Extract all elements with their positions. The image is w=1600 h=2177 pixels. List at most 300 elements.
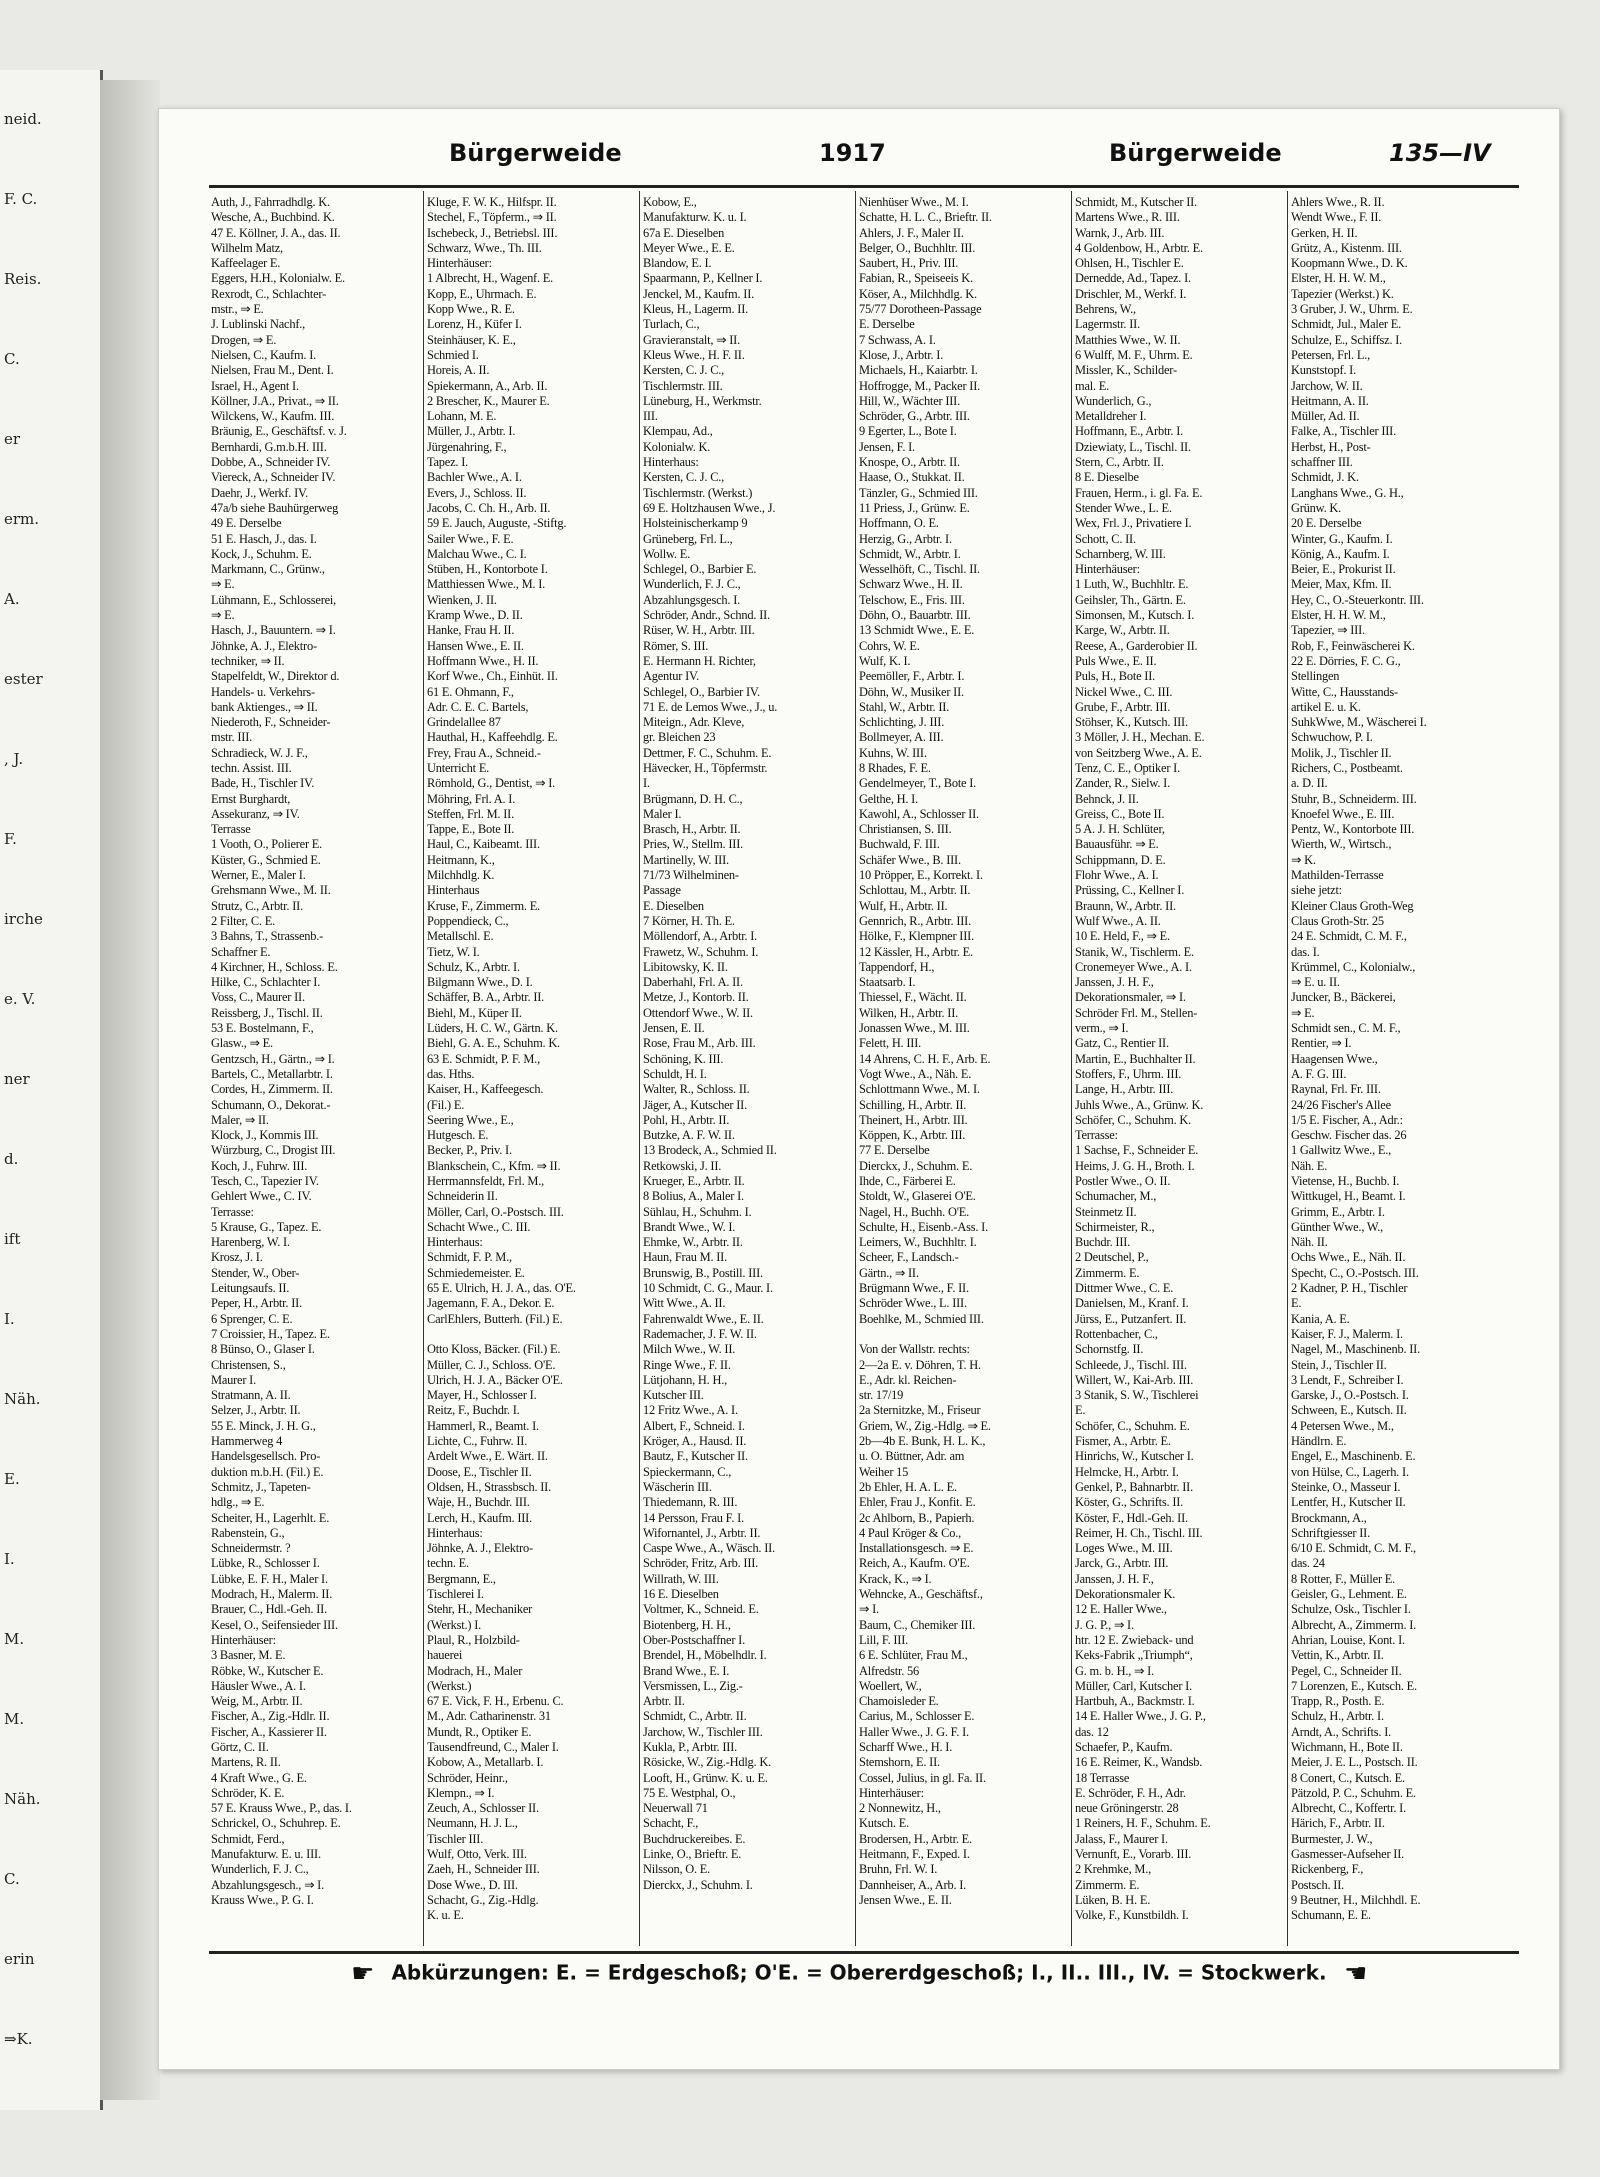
directory-entry: Albrecht, C., Koffertr. I. [1291,1801,1407,1816]
previous-page-fragment: I. [4,1310,15,1328]
directory-entry: 8 Rotter, F., Müller E. [1291,1571,1396,1586]
directory-entry: 22 E. Dörries, F. C. G., [1291,653,1401,668]
directory-entry: Hävecker, H., Töpfermstr. [643,760,768,775]
directory-entry: Schulze, E., Schiffsz. I. [1291,332,1403,347]
directory-entry: Rexrodt, C., Schlachter- [211,286,327,301]
directory-entry: Passage [643,883,681,898]
directory-entry: Schornstfg. II. [1075,1342,1144,1357]
directory-entry: Helmcke, H., Arbtr. I. [1075,1464,1179,1479]
directory-entry: Ottendorf Wwe., W. II. [643,1005,753,1020]
directory-entry: Jensen, E. II. [643,1021,705,1036]
directory-entry: Lichte, C., Fuhrw. II. [427,1434,528,1449]
directory-entry: Danielsen, M., Kranf. I. [1075,1296,1189,1311]
directory-entry: Wollw. E. [643,546,690,561]
directory-entry: Cossel, Julius, in gl. Fa. II. [859,1770,986,1785]
directory-entry: Buchdruckereibes. E. [643,1831,746,1846]
directory-entry: Schlegel, O., Barbier IV. [643,684,760,699]
directory-entry: 20 E. Derselbe [1291,516,1362,531]
directory-entry: E. [1075,1403,1086,1418]
directory-entry: E., Adr. kl. Reichen- [859,1372,957,1387]
directory-entry: Molik, J., Tischler II. [1291,745,1392,760]
previous-page-fragment: erin [4,1950,35,1968]
directory-entry: Handelsgesellsch. Pro- [211,1449,321,1464]
directory-entry: Wesselhöft, C., Tischl. II. [859,562,980,577]
directory-entry: Martens Wwe., R. III. [1075,210,1180,225]
directory-entry: Bräunig, E., Geschäftsf. v. J. [211,424,347,439]
directory-entry: Brendel, H., Möbelhdlr. I. [643,1648,767,1663]
directory-entry: Vogt Wwe., A., Näh. E. [859,1066,972,1081]
directory-entry: Köppen, K., Arbtr. III. [859,1128,966,1143]
directory-entry: Schöfer, C., Schuhm. K. [1075,1112,1192,1127]
directory-entry: Kruse, F., Zimmerm. E. [427,898,540,913]
directory-entry: Rentier, ⇒ I. [1291,1036,1352,1051]
directory-entry: Nagel, H., Buchh. O'E. [859,1204,970,1219]
directory-entry: Wunderlich, F. J. C., [643,577,741,592]
directory-entry: Ihde, C., Färberei E. [859,1174,956,1188]
directory-entry: 7 Lorenzen, E., Kutsch. E. [1291,1678,1417,1693]
directory-entry: Brügmann, D. H. C., [643,791,743,806]
directory-entry: Carius, M., Schlosser E. [859,1709,975,1724]
directory-entry: 2b—4b E. Bunk, H. L. K., [859,1434,986,1449]
directory-entry: Harenberg, W. I. [211,1235,290,1250]
directory-entry: Möhring, Frl. A. I. [427,791,516,806]
previous-page-fragment: E. [4,1470,20,1488]
directory-entry: Boehlke, M., Schmied III. [859,1311,984,1326]
directory-entry: Klempau, Ad., [643,424,713,439]
directory-entry: Näh. E. [1291,1158,1328,1173]
directory-entry: Michaels, H., Kaiarbtr. I. [859,363,978,378]
previous-page-fragment: Näh. [4,1790,41,1808]
directory-entry: Terrasse: [1075,1128,1118,1143]
directory-entry: techn. Assist. III. [211,760,292,775]
directory-entry: Genkel, P., Bahnarbtr. II. [1075,1479,1193,1494]
directory-entry: Ernst Burghardt, [211,791,291,806]
directory-entry: Brasch, H., Arbtr. II. [643,822,741,837]
previous-page-fragment: neid. [4,110,42,128]
previous-page-fragment: F. C. [4,190,38,208]
directory-entry: Nielsen, C., Kaufm. I. [211,347,317,362]
directory-entry: 2b Ehler, H. A. L. E. [859,1479,957,1494]
directory-entry: Kawohl, A., Schlosser II. [859,806,979,821]
directory-entry: 2 Nonnewitz, H., [859,1801,941,1816]
previous-page-fragment: ift [4,1230,21,1248]
directory-entry: Elster, H. H. W. M., [1291,271,1386,286]
directory-entry: Witte, C., Hausstands- [1291,684,1398,699]
directory-entry: Schröder, Fritz, Arb. III. [643,1556,759,1571]
directory-entry: M., Adr. Catharinenstr. 31 [427,1709,551,1724]
directory-entry: Schween, E., Kutsch. II. [1291,1403,1407,1418]
directory-entry: Wulf, K. I. [859,653,911,668]
directory-entry: Ischebeck, J., Betriebsl. III. [427,225,558,240]
directory-entry: Horeis, A. II. [427,363,490,378]
directory-entry: 13 Brodeck, A., Schmied II. [643,1143,777,1158]
directory-entry: Heitmann, F., Exped. I. [859,1847,970,1862]
directory-entry: 8 Bolius, A., Maler I. [643,1189,744,1204]
directory-entry: Hill, W., Wächter III. [859,393,961,408]
previous-page-fragment: Reis. [4,270,42,288]
directory-entry: Mathilden-Terrasse [1291,868,1384,883]
directory-entry: Ehler, Frau J., Konfit. E. [859,1495,976,1510]
directory-entry: Dekorationsmaler, ⇒ I. [1075,990,1186,1005]
directory-entry: Gärtn., ⇒ II. [859,1265,919,1280]
directory-entry: 2 Kadner, P. H., Tischler [1291,1281,1408,1296]
directory-entry: Frauen, Herm., i. gl. Fa. E. [1075,485,1203,500]
directory-entry: Keks-Fabrik „Triumph“, [1075,1648,1193,1663]
directory-entry: Engel, E., Maschinenb. E. [1291,1449,1416,1464]
directory-entry: Günther Wwe., W., [1291,1219,1384,1234]
previous-page-fragment: A. [4,590,20,608]
directory-entry: Stoffers, F., Uhrm. III. [1075,1066,1182,1081]
directory-entry: Reitz, F., Buchdr. I. [427,1403,520,1418]
directory-entry: Selzer, J., Arbtr. II. [211,1403,301,1418]
page-header [159,139,1559,179]
directory-entry: Tappendorf, H., [859,959,935,974]
directory-entry: Herzig, G., Arbtr. I. [859,531,952,546]
directory-entry: Matthiessen Wwe., M. I. [427,577,546,592]
directory-entry: gr. Bleichen 23 [643,730,716,745]
directory-entry: Willrath, W. III. [643,1571,719,1586]
directory-entry: Wierth, W., Wirtsch., [1291,837,1392,852]
directory-entry: Kaffeelager E. [211,256,281,271]
directory-entry: hdlg., ⇒ E. [211,1495,265,1510]
abbreviations-text: E. = Erdgeschoß; O'E. = Obererdgeschoß; I., II.. III., IV. = Stockwerk. [555,1960,1327,1985]
directory-entry: Schatte, H. L. C., Brieftr. II. [859,210,992,225]
directory-entry: Lüken, B. H. E. [1075,1892,1151,1907]
directory-entry: Saubert, H., Priv. III. [859,256,959,271]
directory-entry: Chamoisleder E. [859,1694,939,1709]
directory-entry: Tapezier (Werkst.) K. [1291,286,1394,301]
directory-entry: Alfredstr. 56 [859,1663,920,1678]
directory-entry: Schröder Wwe., L. III. [859,1296,967,1311]
directory-entry: Küster, G., Schmied E. [211,852,321,867]
directory-entry: 12 Kässler, H., Arbtr. E. [859,944,973,959]
directory-entry: Telschow, E., Fris. III. [859,592,965,607]
directory-entry: Loges Wwe., M. III. [1075,1541,1173,1556]
directory-entry: Daehr, J., Werkf. IV. [211,485,309,500]
directory-entry: Schröder, Heinr., [427,1770,508,1785]
directory-entry: Rabenstein, G., [211,1525,285,1540]
directory-entry: 71/73 Wilhelminen- [643,868,739,883]
directory-entry: Brauer, C., Hdl.-Geh. II. [211,1602,327,1617]
directory-entry: Unterricht E. [427,760,490,775]
directory-entry: Spieckermann, C., [643,1464,732,1479]
directory-entry: Warnk, J., Arb. III. [1075,225,1165,240]
directory-entry: 51 E. Hasch, J., das. I. [211,531,317,546]
directory-entry [859,1327,1069,1342]
directory-entry: Butzke, A. F. W. II. [643,1128,735,1143]
directory-entry: Schwarz, Wwe., Th. III. [427,240,542,255]
directory-entry: Wulf, Otto, Verk. III. [427,1847,527,1862]
directory-entry: Härich, F., Arbtr. II. [1291,1816,1385,1831]
directory-entry: Kramp Wwe., D. II. [427,608,523,623]
directory-entry: schaffner III. [1291,455,1353,470]
directory-entry: Schippmann, D. E. [1075,852,1166,867]
directory-entry: Sailer Wwe., F. E. [427,531,514,546]
directory-entry: Kersten, C. J. C., [643,363,725,378]
directory-entry: Jarchow, W., Tischler III. [643,1724,763,1739]
directory-entry: Schlegel, O., Barbier E. [643,562,757,577]
directory-entry: Voltmer, K., Schneid. E. [643,1602,759,1617]
directory-entry: 75 E. Westphal, O., [643,1785,736,1800]
directory-entry: Assekuranz, ⇒ IV. [211,806,300,821]
directory-entry: 59 E. Jauch, Auguste, -Stiftg. [427,516,567,531]
directory-entry: Dziewiaty, L., Tischl. II. [1075,439,1191,454]
directory-entry: Weig, M., Arbtr. II. [211,1694,303,1709]
directory-entry: Tenz, C. E., Optiker I. [1075,760,1180,775]
directory-column-4 [859,195,1069,1908]
directory-entry: Vettin, K., Arbtr. II. [1291,1648,1384,1663]
directory-entry: Brockmann, A., [1291,1510,1367,1525]
directory-entry: Tischlermstr. (Werkst.) [643,485,753,500]
directory-entry: Händlrn. E. [1291,1434,1347,1449]
directory-entry: Retkowski, J. II. [643,1158,722,1173]
directory-entry: mal. E. [1075,378,1110,393]
directory-entry: Oldsen, H., Strassbsch. II. [427,1479,551,1494]
directory-entry: 9 Egerter, L., Bote I. [859,424,957,439]
directory-entry: 7 Körner, H. Th. E. [643,913,735,928]
directory-entry: Niederoth, F., Schneider- [211,715,331,730]
directory-entry: Buchdr. III. [1075,1235,1131,1250]
directory-entry: Sühlau, H., Schuhm. I. [643,1204,752,1219]
directory-entry: Reissberg, J., Tischl. II. [211,1005,323,1020]
directory-entry: Schwuchow, P. I. [1291,730,1373,745]
directory-entry: 1 Albrecht, H., Wagenf. E. [427,271,554,286]
directory-entry: Schröder, Andr., Schnd. II. [643,608,770,623]
directory-entry: Buchwald, F. III. [859,837,940,852]
previous-page-edge [0,70,103,2110]
directory-entry: Bergmann, E., [427,1571,496,1586]
directory-entry: Cordes, H., Zimmerm. II. [211,1082,333,1097]
directory-entry: 16 E. Reimer, K., Wandsb. [1075,1755,1203,1770]
directory-entry: Schröder, G., Arbtr. III. [859,409,970,424]
directory-entry: Grütz, A., Kistenm. III. [1291,240,1402,255]
directory-entry: Geschw. Fischer das. 26 [1291,1128,1407,1143]
directory-entry: Libitowsky, K. II. [643,959,728,974]
directory-entry: Hinterhaus: [427,1525,483,1540]
directory-entry: das. 12 [1075,1724,1109,1739]
directory-entry: Cronemeyer Wwe., A. I. [1075,959,1192,974]
directory-entry: Zimmerm. E. [1075,1265,1140,1280]
directory-entry: Kukla, P., Arbtr. III. [643,1739,738,1754]
directory-entry: techn. E. [427,1556,469,1571]
directory-entry: Heitmann, K., [427,852,495,867]
directory-entry: Nagel, M., Maschinenb. II. [1291,1342,1420,1357]
directory-entry: Looft, H., Grünw. K. u. E. [643,1770,768,1785]
directory-entry: Lütjohann, H. H., [643,1372,728,1387]
directory-entry: Bauausführ. ⇒ E. [1075,837,1159,852]
directory-entry: Janssen, J. H. F., [1075,1571,1154,1586]
directory-entry: Specht, C., O.-Postsch. III. [1291,1265,1419,1280]
directory-entry: Belger, O., Buchhltr. III. [859,240,976,255]
directory-entry: Steinke, O., Masseur I. [1291,1479,1401,1494]
directory-entry: Albrecht, A., Zimmerm. I. [1291,1617,1417,1632]
directory-entry: Dettmer, F. C., Schuhm. E. [643,745,772,760]
directory-entry: Bilgmann Wwe., D. I. [427,975,533,990]
directory-entry: Schmidt sen., C. M. F., [1291,1021,1401,1036]
directory-entry: 53 E. Bostelmann, F., [211,1021,314,1036]
directory-entry: Jäger, A., Kutscher II. [643,1097,747,1112]
directory-entry: Krosz, J. I. [211,1250,263,1265]
directory-entry: Gentzsch, H., Gärtn., ⇒ I. [211,1051,335,1066]
directory-entry: Werner, E., Maler I. [211,868,306,883]
directory-entry: ⇒ E. u. II. [1291,975,1340,990]
page-reference: 135—IV [1389,139,1491,167]
directory-entry: G. m. b. H., ⇒ I. [1075,1663,1154,1678]
directory-entry: Döhn, W., Musiker II. [859,684,964,699]
directory-entry: Hammerweg 4 [211,1434,283,1449]
directory-entry: Pegel, C., Schneider II. [1291,1663,1402,1678]
directory-entry: Rüser, W. H., Arbtr. III. [643,623,755,638]
directory-entry: Voss, C., Maurer II. [211,990,305,1005]
directory-entry: 63 E. Schmidt, P. F. M., [427,1051,540,1066]
directory-entry: Strutz, C., Arbtr. II. [211,898,303,913]
directory-entry: E. Schröder, F. H., Adr. [1075,1785,1186,1800]
directory-entry: Kopp, E., Uhrmach. E. [427,286,537,301]
directory-entry: Kutscher III. [643,1388,704,1403]
directory-entry: das. 24 [1291,1556,1325,1571]
directory-entry: Wienken, J. II. [427,592,497,607]
directory-entry: Knoefel Wwe., E. III. [1291,806,1395,821]
directory-entry: bank Aktienges., ⇒ II. [211,699,318,714]
directory-entry: Pries, W., Stellm. III. [643,837,744,852]
directory-entry: Möller, Carl, O.-Postsch. III. [427,1204,564,1219]
directory-entry: Grehsmann Wwe., M. II. [211,883,331,898]
directory-entry: 4 Paul Kröger & Co., [859,1525,961,1540]
directory-entry: Kopp Wwe., R. E. [427,302,515,317]
directory-entry: Postler Wwe., O. II. [1075,1174,1171,1188]
directory-entry: Geihsler, Th., Gärtn. E. [1075,592,1186,607]
directory-entry: Kock, J., Schuhm. E. [211,546,312,561]
header-rule [209,185,1519,188]
directory-entry: Baum, C., Chemiker III. [859,1617,976,1632]
directory-column-2 [427,195,637,1924]
directory-entry: Stender, W., Ober- [211,1265,300,1280]
directory-entry: Willert, W., Kai-Arb. III. [1075,1372,1194,1387]
directory-entry: 2 Krehmke, M., [1075,1862,1152,1877]
column-divider [639,191,640,1946]
directory-entry: Klose, J., Arbtr. I. [859,347,944,362]
directory-entry: Walter, R., Schloss. II. [643,1082,750,1097]
directory-entry: Koopmann Wwe., D. K. [1291,256,1408,271]
directory-entry: Brand Wwe., E. I. [643,1663,730,1678]
directory-entry: CarlEhlers, Butterh. (Fil.) E. [427,1311,563,1326]
directory-entry: 2 Filter, C. E. [211,913,275,928]
directory-entry: a. D. II. [1291,776,1328,791]
directory-entry: Ringe Wwe., F. II. [643,1357,731,1372]
previous-page-fragment: d. [4,1150,19,1168]
directory-entry: Kania, A. E. [1291,1311,1350,1326]
directory-entry: 49 E. Derselbe [211,516,282,531]
directory-entry: Spaarmann, P., Kellner I. [643,271,763,286]
directory-entry: Jöhnke, A. J., Elektro- [211,638,317,653]
directory-entry: Steffen, Frl. M. II. [427,806,514,821]
directory-entry: (Werkst.) I. [427,1617,482,1632]
directory-entry: Lill, F. III. [859,1632,909,1647]
directory-entry: E. Hermann H. Richter, [643,653,756,668]
directory-entry: 5 A. J. H. Schlüter, [1075,822,1165,837]
directory-entry: 3 Möller, J. H., Mechan. E. [1075,730,1205,745]
directory-entry: hauerei [427,1648,463,1663]
directory-entry: Blandow, E. I. [643,256,712,271]
directory-entry: Scheer, F., Landsch.- [859,1250,959,1265]
directory-entry: Schumann, O., Dekorat.- [211,1097,331,1112]
directory-entry: 55 E. Minck, J. H. G., [211,1418,316,1433]
directory-entry: Janssen, J. H. F., [1075,975,1154,990]
directory-entry: Brandt Wwe., W. I. [643,1219,736,1234]
directory-entry: Daberhahl, Frl. A. II. [643,975,743,990]
directory-entry: Claus Groth-Str. 25 [1291,913,1384,928]
directory-entry: 4 Kraft Wwe., G. E. [211,1770,307,1785]
directory-entry: Kersten, C. J. C., [643,470,725,485]
directory-entry: 7 Schwass, A. I. [859,332,936,347]
directory-entry: techniker, ⇒ II. [211,653,285,668]
directory-entry: von Seitzberg Wwe., A. E. [1075,745,1202,760]
directory-entry: Jürss, E., Putzanfert. II. [1075,1311,1187,1326]
directory-entry: Winter, G., Kaufm. I. [1291,531,1393,546]
directory-entry: Ochs Wwe., E., Näh. II. [1291,1250,1406,1265]
directory-entry: Richers, C., Postbeamt. [1291,760,1403,775]
directory-entry: Manufakturw. K. u. I. [643,210,747,225]
directory-entry: 8 Conert, C., Kutsch. E. [1291,1770,1405,1785]
directory-entry: Kuhns, W. III. [859,745,927,760]
directory-entry: 10 Schmidt, C. G., Maur. I. [643,1281,773,1296]
directory-entry: Herrmannsfeldt, Frl. M., [427,1174,545,1188]
directory-entry: Wichmann, H., Bote II. [1291,1739,1403,1754]
directory-entry: Falke, A., Tischler III. [1291,424,1396,439]
directory-entry: Lorenz, H., Küfer I. [427,317,522,332]
directory-entry: Lüders, H. C. W., Gärtn. K. [427,1021,558,1036]
directory-entry: 24 E. Schmidt, C. M. F., [1291,929,1407,944]
directory-entry: Schilling, H., Arbtr. II. [859,1097,967,1112]
directory-entry: Tausendfreund, C., Maler I. [427,1739,559,1754]
previous-page-fragment: irche [4,910,43,928]
directory-entry: E. Derselbe [859,317,915,332]
directory-entry: Ahlers, J. F., Maler II. [859,225,964,240]
directory-entry: Burmester, J. W., [1291,1831,1373,1846]
directory-entry: 4 Kirchner, H., Schloss. E. [211,959,338,974]
directory-entry: Schleede, J., Tischl. III. [1075,1357,1187,1372]
directory-entry: 77 E. Derselbe [859,1143,930,1158]
directory-entry: Juhls Wwe., A., Grünw. K. [1075,1097,1204,1112]
directory-entry: Schriftgiesser II. [1291,1525,1370,1540]
directory-entry: Missler, K., Schilder- [1075,363,1177,378]
directory-entry: Pentz, W., Kontorbote III. [1291,822,1415,837]
directory-entry: Handels- u. Verkehrs- [211,684,315,699]
directory-entry: 2 Brescher, K., Maurer E. [427,393,550,408]
previous-page-fragment: ester [4,670,43,688]
directory-entry: Krack, K., ⇒ I. [859,1571,932,1586]
directory-entry: Schumann, E. E. [1291,1908,1371,1923]
directory-entry: Tischler III. [427,1831,484,1846]
directory-entry: ⇒ E. [1291,1005,1315,1020]
directory-entry: Rösicke, W., Zig.-Hdlg. K. [643,1755,771,1770]
directory-entry: Braunn, W., Arbtr. II. [1075,898,1176,913]
directory-entry: Langhans Wwe., G. H., [1291,485,1404,500]
directory-entry: Hammerl, R., Beamt. I. [427,1418,539,1433]
directory-entry: ⇒ I. [859,1602,879,1617]
directory-entry: Israel, H., Agent I. [211,378,299,393]
directory-entry: Knospe, O., Arbtr. II. [859,455,960,470]
directory-entry: Schradieck, W. J. F., [211,745,308,760]
directory-entry: Stöhser, K., Kutsch. III. [1075,715,1188,730]
directory-entry: Volke, F., Kunstbildh. I. [1075,1908,1189,1923]
directory-entry: Bade, H., Tischler IV. [211,776,315,791]
directory-entry: Miteign., Adr. Kleve, [643,715,745,730]
directory-entry: Hansen Wwe., E. II. [427,638,524,653]
directory-entry: 8 Rhades, F. E. [859,760,931,775]
directory-entry: 2c Ahlborn, B., Papierh. [859,1510,975,1525]
directory-entry: Schacht, F., [643,1816,699,1831]
